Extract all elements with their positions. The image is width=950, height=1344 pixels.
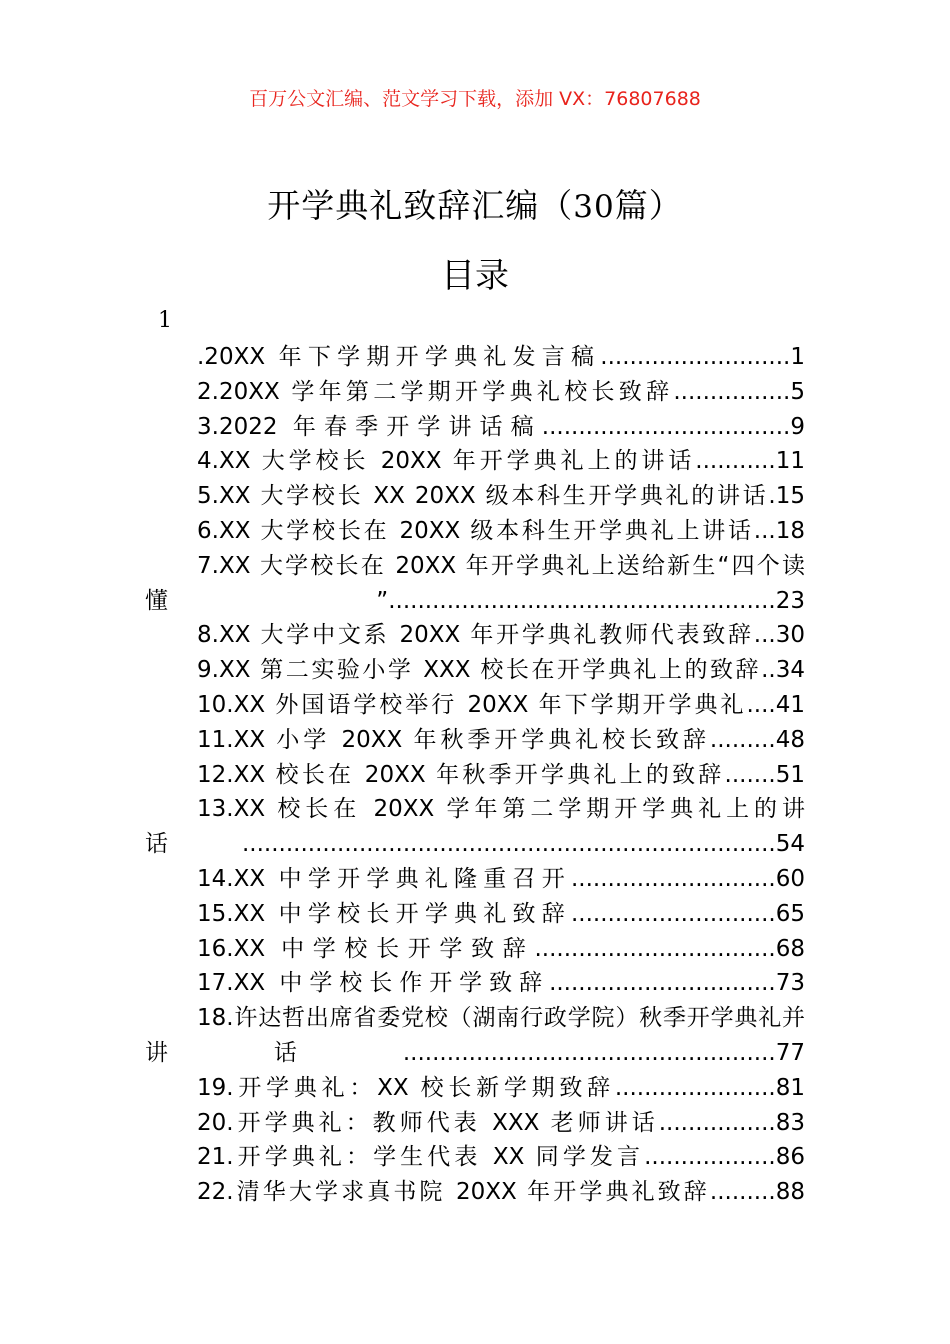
toc-leader: ................................. xyxy=(534,935,776,962)
toc-entry-title: 11.XX 小学 20XX 年秋季开学典礼校长致辞 xyxy=(197,726,710,753)
toc-entry-title: 7.XX 大学校长在 20XX 年开学典礼上送给新生“四个读懂” xyxy=(145,552,805,614)
toc-leader: ......................................................................... xyxy=(242,831,776,858)
document-title xyxy=(0,180,950,227)
toc-page-number: 81 xyxy=(775,1074,805,1101)
toc-entry[interactable] xyxy=(145,1140,805,1175)
toc-leader: . xyxy=(768,483,776,510)
toc-page-number: 65 xyxy=(775,900,805,927)
toc-entry[interactable] xyxy=(145,1175,805,1210)
toc-page-number: 23 xyxy=(775,587,805,614)
toc-entry-title: 8.XX 大学中文系 20XX 年开学典礼教师代表致辞 xyxy=(197,622,754,649)
toc-entry-title: 22.清华大学求真书院 20XX 年开学典礼致辞 xyxy=(197,1179,710,1206)
toc-leader: ... xyxy=(753,517,776,544)
toc-entry-title: 5.XX 大学校长 XX 20XX 级本科生开学典礼的讲话 xyxy=(197,483,769,510)
toc-leader: ................................................... xyxy=(402,1039,776,1066)
toc-entry[interactable] xyxy=(145,514,805,549)
toc-entry[interactable] xyxy=(145,1001,805,1071)
toc-page-number: 77 xyxy=(775,1039,805,1066)
toc-entry-title: 10.XX 外国语学校举行 20XX 年下学期开学典礼 xyxy=(197,691,747,718)
toc-entry[interactable] xyxy=(145,966,805,1001)
toc-entry-title: 17.XX 中学校长作开学致辞 xyxy=(197,970,550,997)
toc-page-number: 68 xyxy=(775,935,805,962)
toc-entry-title: .20XX 年下学期开学典礼发言稿 xyxy=(197,344,601,370)
title-number: 30 xyxy=(573,189,615,225)
toc-page-number: 73 xyxy=(775,970,805,997)
table-of-contents xyxy=(145,340,805,1210)
toc-leader: ........... xyxy=(695,448,776,475)
toc-entry[interactable] xyxy=(145,618,805,653)
toc-page-number: 83 xyxy=(775,1109,805,1136)
toc-entry-title: 19.开学典礼：XX 校长新学期致辞 xyxy=(197,1074,615,1101)
toc-entry[interactable] xyxy=(145,375,805,410)
toc-entry[interactable] xyxy=(145,1071,805,1106)
toc-entry-title: 15.XX 中学校长开学典礼致辞 xyxy=(197,900,571,927)
toc-leader: ......... xyxy=(709,726,776,753)
toc-leader: ................ xyxy=(658,1109,776,1136)
toc-leader: ............................ xyxy=(571,865,776,892)
toc-page-number: 1 xyxy=(790,344,805,370)
toc-page-number: 34 xyxy=(775,657,805,684)
toc-entry[interactable] xyxy=(145,723,805,758)
toc-page-number: 11 xyxy=(775,448,805,475)
toc-leader: .................................. xyxy=(541,413,791,440)
toc-entry[interactable] xyxy=(145,549,805,619)
toc-page-number: 30 xyxy=(775,622,805,649)
toc-entry[interactable] xyxy=(145,688,805,723)
toc-leader: ......... xyxy=(709,1179,776,1206)
toc-page-number: 18 xyxy=(775,517,805,544)
toc-entry-title: 4.XX 大学校长 20XX 年开学典礼上的讲话 xyxy=(197,448,696,475)
toc-page-number: 41 xyxy=(775,691,805,718)
toc-entry-title: 13.XX 校长在 20XX 学年第二学期开学典礼上的讲话 xyxy=(145,796,805,858)
toc-entry-title: 9.XX 第二实验小学 XXX 校长在开学典礼上的致辞 xyxy=(197,657,762,684)
toc-leader: .................. xyxy=(644,1144,776,1171)
toc-leader: .......................... xyxy=(600,344,791,370)
toc-entry-title: 18.许达哲出席省委党校（湖南行政学院）秋季开学典礼并讲话 xyxy=(145,1005,805,1066)
toc-entry[interactable] xyxy=(145,792,805,862)
toc-leader: ...................... xyxy=(614,1074,776,1101)
toc-entry[interactable] xyxy=(145,410,805,445)
toc-page-number: 51 xyxy=(775,761,805,788)
toc-entry[interactable] xyxy=(145,758,805,793)
toc-entry-title: 12.XX 校长在 20XX 年秋季开学典礼上的致辞 xyxy=(197,761,725,788)
toc-entry-title: 2.20XX 学年第二学期开学典礼校长致辞 xyxy=(197,378,674,405)
watermark-header: 百万公文汇编、范文学习下载，添加 VX：76807688 xyxy=(249,88,701,110)
toc-heading: 目录 xyxy=(441,256,509,296)
toc-entry[interactable] xyxy=(145,932,805,967)
toc-page-number: 60 xyxy=(775,865,805,892)
toc-entry-title: 3.2022 年春季开学讲话稿 xyxy=(197,413,542,440)
toc-page-number: 15 xyxy=(775,483,805,510)
toc-entry[interactable] xyxy=(145,653,805,688)
toc-page-number: 86 xyxy=(775,1144,805,1171)
toc-page-number: 5 xyxy=(790,378,805,405)
toc-entry-title: 20.开学典礼：教师代表 XXX 老师讲话 xyxy=(197,1109,659,1136)
toc-entry[interactable] xyxy=(145,479,805,514)
toc-page-number: 9 xyxy=(790,413,805,440)
toc-entry-title: 14.XX 中学开学典礼隆重召开 xyxy=(197,865,571,892)
toc-leader: ..................................................... xyxy=(388,587,776,614)
toc-page-number: 88 xyxy=(775,1179,805,1206)
toc-leader: ....... xyxy=(724,761,776,788)
title-prefix: 开学典礼致辞汇编（ xyxy=(267,186,574,225)
toc-leader: .... xyxy=(746,691,776,718)
toc-entry-title: 21.开学典礼：学生代表 XX 同学发言 xyxy=(197,1144,645,1171)
toc-entry[interactable] xyxy=(145,444,805,479)
toc-page-number: 54 xyxy=(775,831,805,858)
toc-entry[interactable] xyxy=(145,340,805,375)
toc-entry[interactable] xyxy=(145,897,805,932)
toc-entry-title: 6.XX 大学校长在 20XX 级本科生开学典礼上讲话 xyxy=(197,517,754,544)
toc-leader: ............................... xyxy=(549,970,776,997)
toc-leader: ............................ xyxy=(571,900,776,927)
toc-leader: .. xyxy=(761,657,776,684)
toc-page-number: 48 xyxy=(775,726,805,753)
toc-entry-title: 16.XX 中学校长开学致辞 xyxy=(197,935,535,962)
toc-leader: ... xyxy=(753,622,776,649)
title-suffix: 篇） xyxy=(614,186,683,225)
toc-entry[interactable] xyxy=(145,862,805,897)
toc-leader: ................ xyxy=(673,378,791,405)
list-marker: 1 xyxy=(158,308,172,333)
toc-entry[interactable] xyxy=(145,1106,805,1141)
